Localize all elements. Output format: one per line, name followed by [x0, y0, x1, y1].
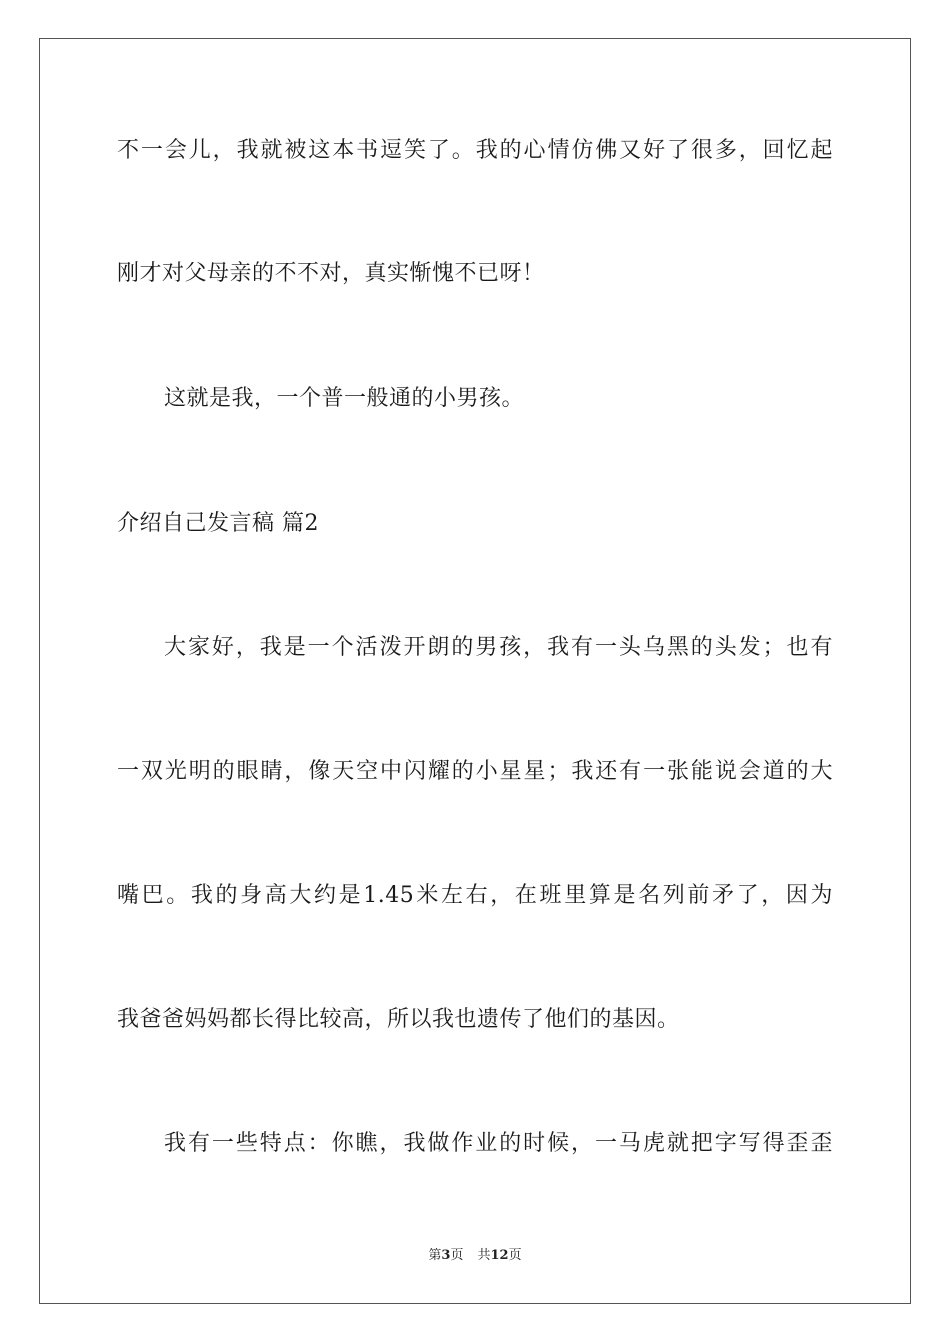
- footer-page-suffix: 页: [450, 1248, 464, 1263]
- paragraph-line-8: 我有一些特点：你瞧，我做作业的时候，一马虎就把字写得歪歪: [164, 1131, 833, 1156]
- footer-total-suffix: 页: [508, 1248, 522, 1263]
- footer-page-prefix: 第: [428, 1248, 442, 1263]
- page-frame: [39, 38, 911, 1304]
- footer-page-total: 12: [490, 1248, 509, 1263]
- section-heading: 介绍自己发言稿 篇2: [117, 511, 319, 536]
- paragraph-line-1: 不一会儿，我就被这本书逗笑了。我的心情仿佛又好了很多，回忆起: [117, 138, 833, 163]
- page-footer: [0, 1247, 950, 1265]
- footer-total-prefix: 共: [477, 1248, 491, 1263]
- paragraph-line-6: 嘴巴。我的身高大约是1.45米左右，在班里算是名列前矛了，因为: [117, 883, 833, 908]
- paragraph-line-4: 大家好，我是一个活泼开朗的男孩，我有一头乌黑的头发；也有: [164, 635, 833, 660]
- paragraph-line-5: 一双光明的眼睛，像天空中闪耀的小星星；我还有一张能说会道的大: [117, 759, 833, 784]
- footer-page-current: 3: [441, 1248, 451, 1263]
- paragraph-line-2: 刚才对父母亲的不不对，真实惭愧不已呀！: [117, 261, 545, 286]
- paragraph-line-3: 这就是我，一个普一般通的小男孩。: [164, 386, 525, 411]
- paragraph-line-7: 我爸爸妈妈都长得比较高，所以我也遗传了他们的基因。: [117, 1007, 680, 1032]
